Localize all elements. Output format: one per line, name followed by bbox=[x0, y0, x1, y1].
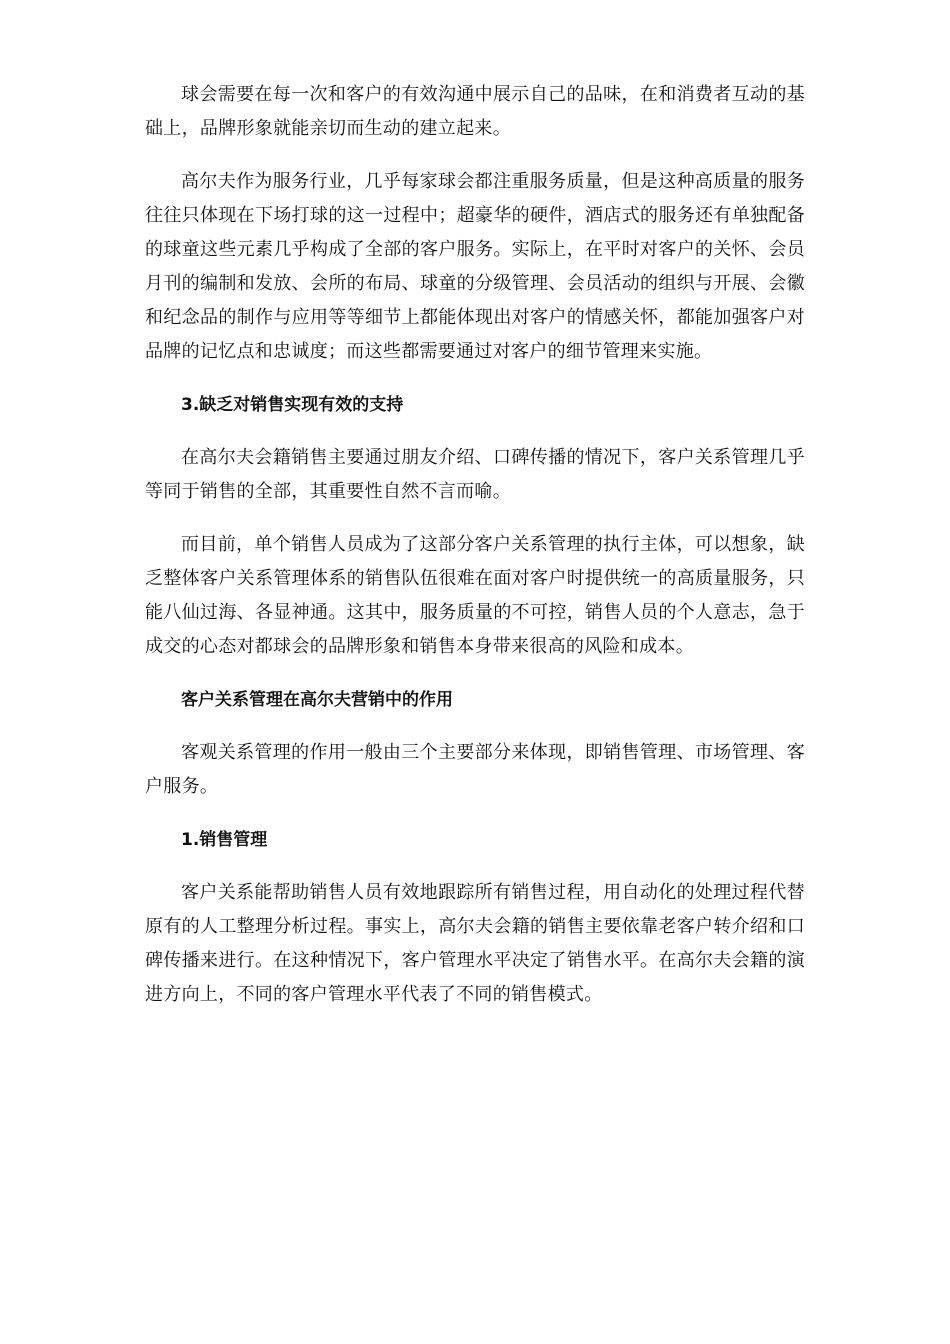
paragraph-service-quality: 高尔夫作为服务行业，几乎每家球会都注重服务质量，但是这种高质量的服务往往只体现在下场打球的这一过程中；超豪华的硬件，酒店式的服务还有单独配备的球童这些元素几乎构成了全部的客户服务。实际上，在平时对客户的关怀、会员月刊的编制和发放、会所的布局、球童的分级管理、会员活动的组织与开展、会徽和纪念品的制作与应用等等细节上都能体现出对客户的情感关怀，都能加强客户对品牌的记忆点和忠诚度；而这些都需要通过对客户的细节管理来实施。 bbox=[145, 171, 805, 362]
section-heading-sales-management: 1.销售管理 bbox=[181, 830, 268, 850]
paragraph-sales-staff: 而目前，单个销售人员成为了这部分客户关系管理的执行主体，可以想象，缺乏整体客户关系管理体系的销售队伍很难在面对客户时提供统一的高质量服务，只能八仙过海、各显神通。这其中，服务质量的不可控，销售人员的个人意志，急于成交的心态对都球会的品牌形象和销售本身带来很高的风险和成本。 bbox=[145, 534, 805, 657]
section-heading-crm-role: 客户关系管理在高尔夫营销中的作用 bbox=[181, 690, 453, 710]
paragraph-crm-three-parts: 客观关系管理的作用一般由三个主要部分来体现，即销售管理、市场管理、客户服务。 bbox=[145, 742, 805, 797]
section-heading-sales-support: 3.缺乏对销售实现有效的支持 bbox=[181, 395, 404, 415]
paragraph-sales-tracking: 客户关系能帮助销售人员有效地跟踪所有销售过程，用自动化的处理过程代替原有的人工整理分析过程。事实上，高尔夫会籍的销售主要依靠老客户转介绍和口碑传播来进行。在这种情况下，客户管理水平决定了销售水平。在高尔夫会籍的演进方向上，不同的客户管理水平代表了不同的销售模式。 bbox=[145, 882, 805, 1005]
paragraph-brand-interaction: 球会需要在每一次和客户的有效沟通中展示自己的品味，在和消费者互动的基础上，品牌形象就能亲切而生动的建立起来。 bbox=[145, 84, 805, 139]
paragraph-membership-sales: 在高尔夫会籍销售主要通过朋友介绍、口碑传播的情况下，客户关系管理几乎等同于销售的全部，其重要性自然不言而喻。 bbox=[145, 447, 805, 502]
